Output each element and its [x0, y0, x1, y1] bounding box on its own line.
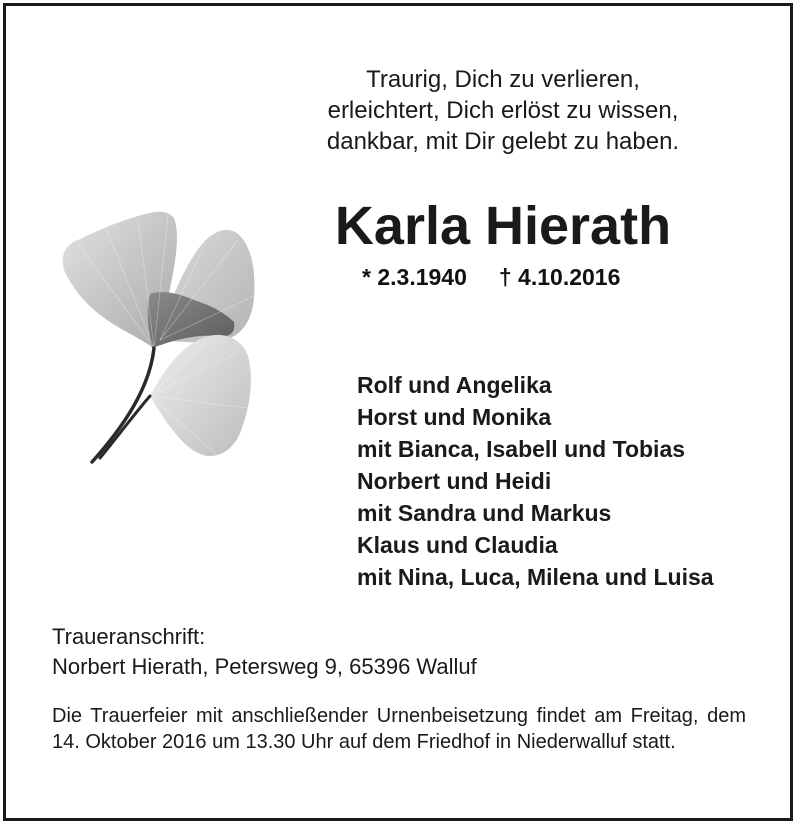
- family-member: Norbert und Heidi: [357, 468, 552, 494]
- address-line: Norbert Hierath, Petersweg 9, 65396 Walluf: [52, 654, 477, 679]
- leaf-stem: [100, 396, 150, 458]
- deceased-name: Karla Hierath: [334, 196, 672, 256]
- motto-line: erleichtert, Dich erlöst zu wissen,: [327, 97, 679, 124]
- birth-date: * 2.3.1940: [362, 264, 467, 290]
- mourning-address: [52, 622, 477, 682]
- motto-verse: [290, 64, 716, 157]
- motto-line: Traurig, Dich zu verlieren,: [366, 66, 640, 93]
- family-member: mit Sandra und Markus: [357, 500, 612, 526]
- family-member: Horst und Monika: [357, 404, 552, 430]
- leaf-stem: [92, 348, 154, 462]
- family-list: [357, 369, 714, 593]
- funeral-notice: Die Trauerfeier mit anschließender Urnenbeisetzung findet am Freitag, dem 14. Oktober 2016 um 13.30 Uhr auf dem Friedhof in Niederwalluf statt.: [52, 705, 746, 753]
- address-label: Traueranschrift:: [52, 624, 206, 649]
- life-dates: [362, 262, 620, 292]
- family-member: Rolf und Angelika: [357, 372, 552, 398]
- death-date: † 4.10.2016: [498, 264, 621, 290]
- motto-line: dankbar, mit Dir gelebt zu haben.: [326, 128, 680, 155]
- family-member: Klaus und Claudia: [357, 532, 558, 558]
- ginkgo-leaves-icon: [56, 200, 266, 470]
- family-member: mit Nina, Luca, Milena und Luisa: [357, 564, 714, 590]
- family-member: mit Bianca, Isabell und Tobias: [357, 436, 686, 462]
